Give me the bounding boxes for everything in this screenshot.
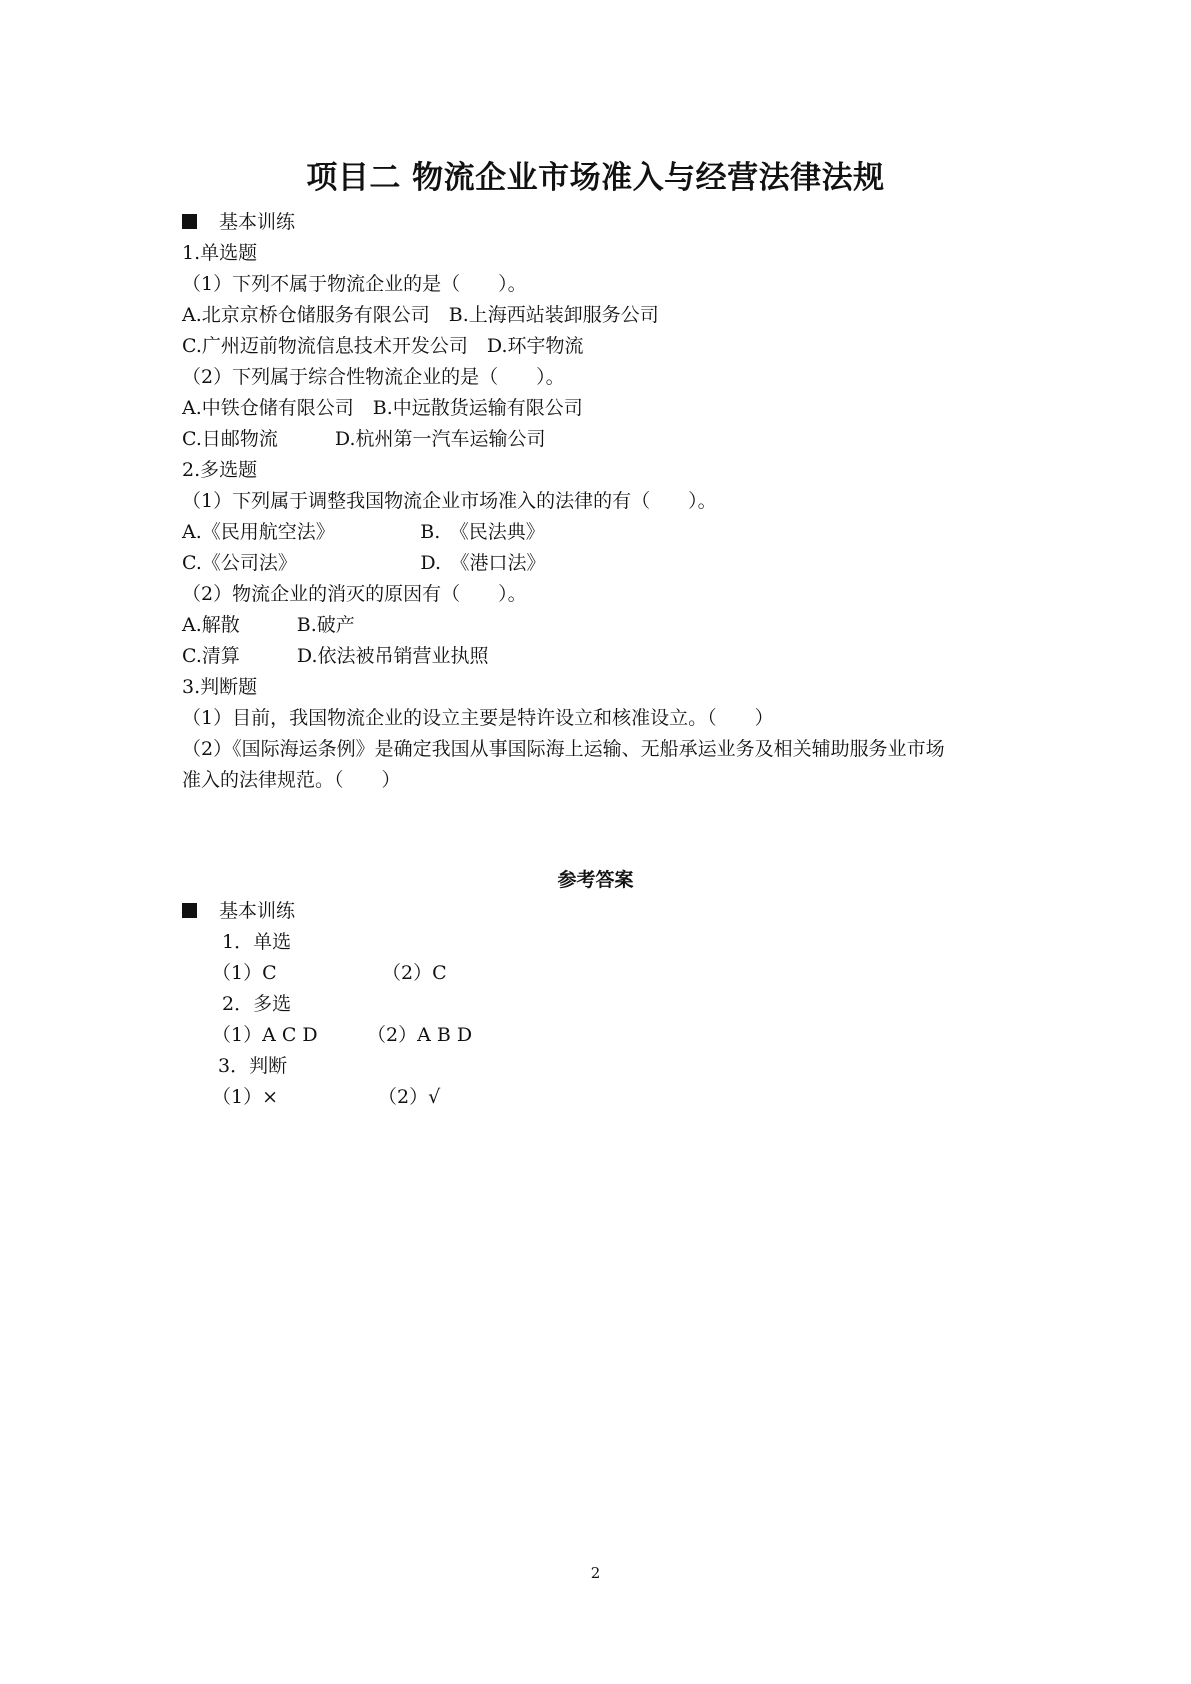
question-line-continued: 准入的法律规范。（ ）	[182, 769, 401, 791]
black-square-icon	[182, 903, 197, 918]
page-number: 2	[590, 1564, 601, 1582]
answer-title: 参考答案	[557, 869, 634, 891]
option-line: C.日邮物流 D.杭州第一汽车运输公司	[182, 428, 546, 450]
exercise-heading	[182, 209, 295, 235]
section-heading-multiple-choice: 2.多选题	[182, 459, 258, 481]
question-line: （1）下列属于调整我国物流企业市场准入的法律的有（ ）。	[182, 490, 717, 512]
section-heading-single-choice: 1.单选题	[182, 242, 258, 264]
option-line: A.《民用航空法》 B. 《民法典》	[182, 521, 545, 543]
answer-item: （2）A B D	[367, 1024, 473, 1046]
question-line: （2）物流企业的消灭的原因有（ ）。	[182, 583, 527, 605]
option-line: C.广州迈前物流信息技术开发公司 D.环宇物流	[182, 335, 584, 357]
option-line: C.清算 D.依法被吊销营业执照	[182, 645, 489, 667]
answer-group-label: 2．多选	[222, 993, 292, 1015]
answer-group-label: 3．判断	[218, 1055, 288, 1077]
black-square-icon	[182, 214, 197, 229]
question-line: （1）目前，我国物流企业的设立主要是特许设立和核准设立。（ ）	[182, 707, 774, 729]
section-heading-true-false: 3.判断题	[182, 676, 258, 698]
question-line: （2）下列属于综合性物流企业的是（ ）。	[182, 366, 565, 388]
answer-heading-label: 基本训练	[219, 900, 296, 922]
option-line: A.中铁仓储有限公司 B.中远散货运输有限公司	[182, 397, 583, 419]
answer-item: （1）A C D	[212, 1024, 318, 1046]
question-line: （2）《国际海运条例》是确定我国从事国际海上运输、无船承运业务及相关辅助服务业市场	[182, 738, 945, 760]
exercise-heading-label: 基本训练	[219, 211, 296, 233]
option-line: C.《公司法》 D. 《港口法》	[182, 552, 546, 574]
answer-item: （2）√	[378, 1086, 441, 1108]
option-line: A.解散 B.破产	[182, 614, 355, 636]
question-line: （1）下列不属于物流企业的是（ ）。	[182, 273, 527, 295]
answer-item: （2）C	[382, 962, 447, 984]
document-title: 项目二 物流企业市场准入与经营法律法规	[306, 160, 885, 196]
answer-item: （1）×	[212, 1086, 279, 1108]
option-line: A.北京京桥仓储服务有限公司 B.上海西站装卸服务公司	[182, 304, 659, 326]
answer-heading	[182, 898, 295, 924]
answer-group-label: 1．单选	[222, 931, 292, 953]
answer-item: （1）C	[212, 962, 277, 984]
